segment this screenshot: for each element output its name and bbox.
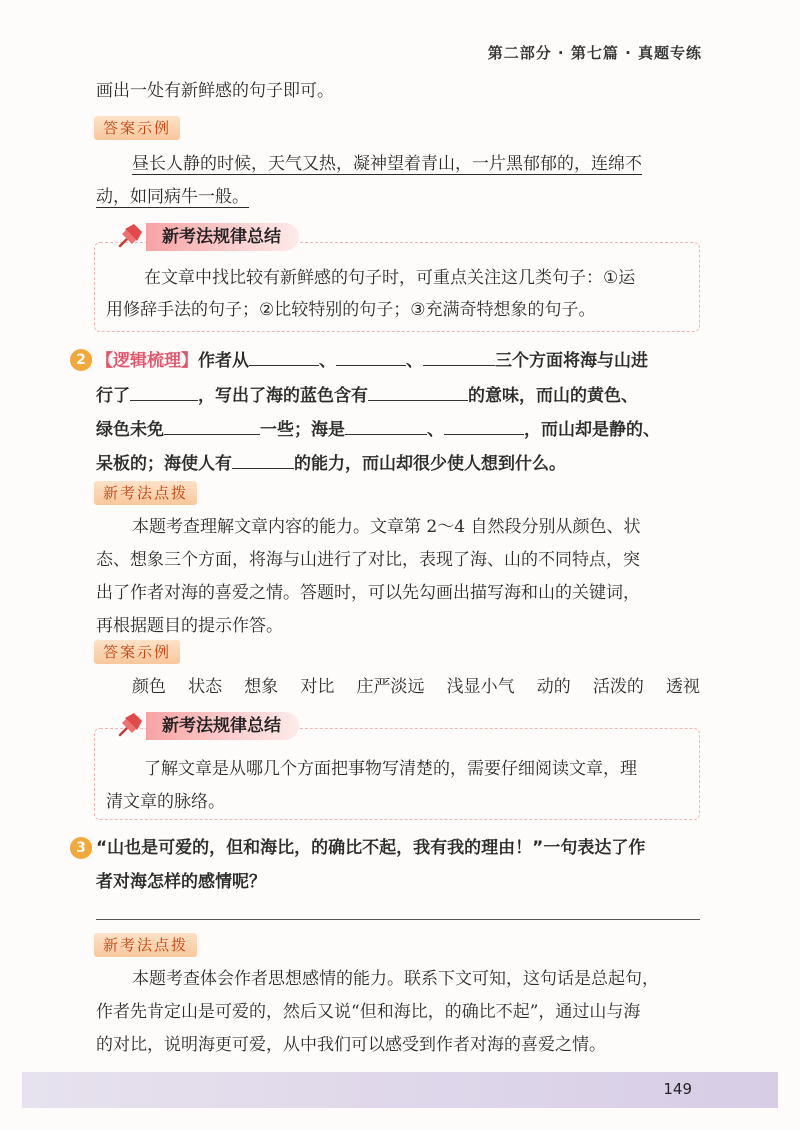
pushpin-icon bbox=[112, 709, 146, 743]
answer-word: 浅显小气 bbox=[446, 677, 515, 697]
answer2-words bbox=[132, 670, 700, 704]
answer-word: 动的 bbox=[536, 677, 571, 697]
q2-text: 的意味，而山的黄色、 bbox=[468, 386, 638, 406]
q2-text: 的能力，而山却很少使人想到什么。 bbox=[294, 454, 566, 474]
question-number: 3 bbox=[70, 837, 92, 859]
q3-line2: 者对海怎样的感情呢？ bbox=[96, 872, 266, 892]
answer-word: 对比 bbox=[300, 677, 335, 697]
q2-text: 、 bbox=[319, 351, 336, 371]
answer-blank[interactable] bbox=[232, 446, 294, 469]
method-tip-tag: 新考法点拨 bbox=[94, 933, 197, 957]
q2-line1 bbox=[96, 343, 648, 378]
point2-line2: 态、想象三个方面，将海与山进行了对比，表现了海、山的不同特点，突 bbox=[96, 550, 640, 570]
answer-word: 状态 bbox=[188, 677, 223, 697]
rule2-line2: 清文章的脉络。 bbox=[106, 792, 225, 812]
answer-word: 透视 bbox=[666, 677, 700, 697]
answer-blank[interactable] bbox=[249, 343, 319, 366]
answer-example-tag: 答案示例 bbox=[94, 640, 180, 664]
answer-line[interactable] bbox=[96, 918, 700, 920]
answer-blank[interactable] bbox=[423, 343, 495, 366]
q2-text: 、 bbox=[427, 420, 444, 440]
intro-line: 画出一处有新鲜感的句子即可。 bbox=[96, 81, 334, 101]
rule-title-wrap bbox=[112, 709, 299, 743]
answer-word: 活泼的 bbox=[592, 677, 644, 697]
point2-line1: 本题考查理解文章内容的能力。文章第 2～4 自然段分别从颜色、状 bbox=[132, 517, 641, 537]
q2-text: 呆板的；海使人有 bbox=[96, 454, 232, 474]
q2-text: ，而山却是静的、 bbox=[524, 420, 660, 440]
q3-line1: “山也是可爱的，但和海比，的确比不起，我有我的理由！”一句表达了作 bbox=[96, 838, 646, 858]
q2-line2 bbox=[96, 378, 638, 413]
answer-blank[interactable] bbox=[336, 343, 406, 366]
q2-line3 bbox=[96, 412, 660, 447]
answer1-line1: 昼长人静的时候，天气又热，凝神望着青山，一片黑郁郁的，连绵不 bbox=[132, 154, 642, 174]
point2-line3: 出了作者对海的喜爱之情。答题时，可以先勾画出描写海和山的关键词， bbox=[96, 583, 640, 603]
rule-title: 新考法规律总结 bbox=[146, 223, 299, 251]
page-number: 149 bbox=[663, 1080, 692, 1098]
point2-line4: 再根据题目的提示作答。 bbox=[96, 616, 283, 636]
rule1-line2: 用修辞手法的句子；②比较特别的句子；③充满奇特想象的句子。 bbox=[106, 300, 596, 320]
rule-title: 新考法规律总结 bbox=[146, 712, 299, 740]
point3-line3: 的对比，说明海更可爱，从中我们可以感受到作者对海的喜爱之情。 bbox=[96, 1035, 606, 1055]
answer-blank[interactable] bbox=[345, 412, 427, 435]
answer-blank[interactable] bbox=[368, 378, 468, 401]
answer-word: 颜色 bbox=[132, 677, 166, 697]
answer-blank[interactable] bbox=[444, 412, 524, 435]
q2-text: 绿色未免 bbox=[96, 420, 164, 440]
section-header: 第二部分 · 第七篇 · 真题专练 bbox=[487, 44, 702, 62]
q2-text: ，写出了海的蓝色含有 bbox=[198, 386, 368, 406]
pushpin-icon bbox=[112, 220, 146, 254]
point3-line2: 作者先肯定山是可爱的，然后又说“但和海比，的确比不起”，通过山与海 bbox=[96, 1002, 641, 1022]
q2-text: 作者从 bbox=[198, 351, 249, 371]
answer-blank[interactable] bbox=[164, 412, 260, 435]
q2-line4 bbox=[96, 446, 566, 481]
rule1-line1: 在文章中找比较有新鲜感的句子时，可重点关注这几类句子：①运 bbox=[144, 268, 636, 288]
q2-text: 、 bbox=[406, 351, 423, 371]
q2-text: 三个方面将海与山进 bbox=[495, 351, 648, 371]
question-number: 2 bbox=[70, 349, 92, 371]
answer-example-tag: 答案示例 bbox=[94, 116, 180, 140]
q2-text: 一些；海是 bbox=[260, 420, 345, 440]
answer-word: 想象 bbox=[244, 677, 279, 697]
answer1-line2: 动，如同病牛一般。 bbox=[96, 187, 249, 207]
q2-text: 行了 bbox=[96, 386, 130, 406]
answer-blank[interactable] bbox=[130, 378, 198, 401]
method-tip-tag: 新考法点拨 bbox=[94, 481, 197, 505]
rule-title-wrap bbox=[112, 220, 299, 254]
point3-line1: 本题考查体会作者思想感情的能力。联系下文可知，这句话是总起句， bbox=[132, 969, 659, 989]
q2-type-bracket: 【逻辑梳理】 bbox=[96, 351, 198, 371]
rule2-line1: 了解文章是从哪几个方面把事物写清楚的，需要仔细阅读文章，理 bbox=[144, 759, 637, 779]
answer-word: 庄严淡远 bbox=[356, 677, 425, 697]
